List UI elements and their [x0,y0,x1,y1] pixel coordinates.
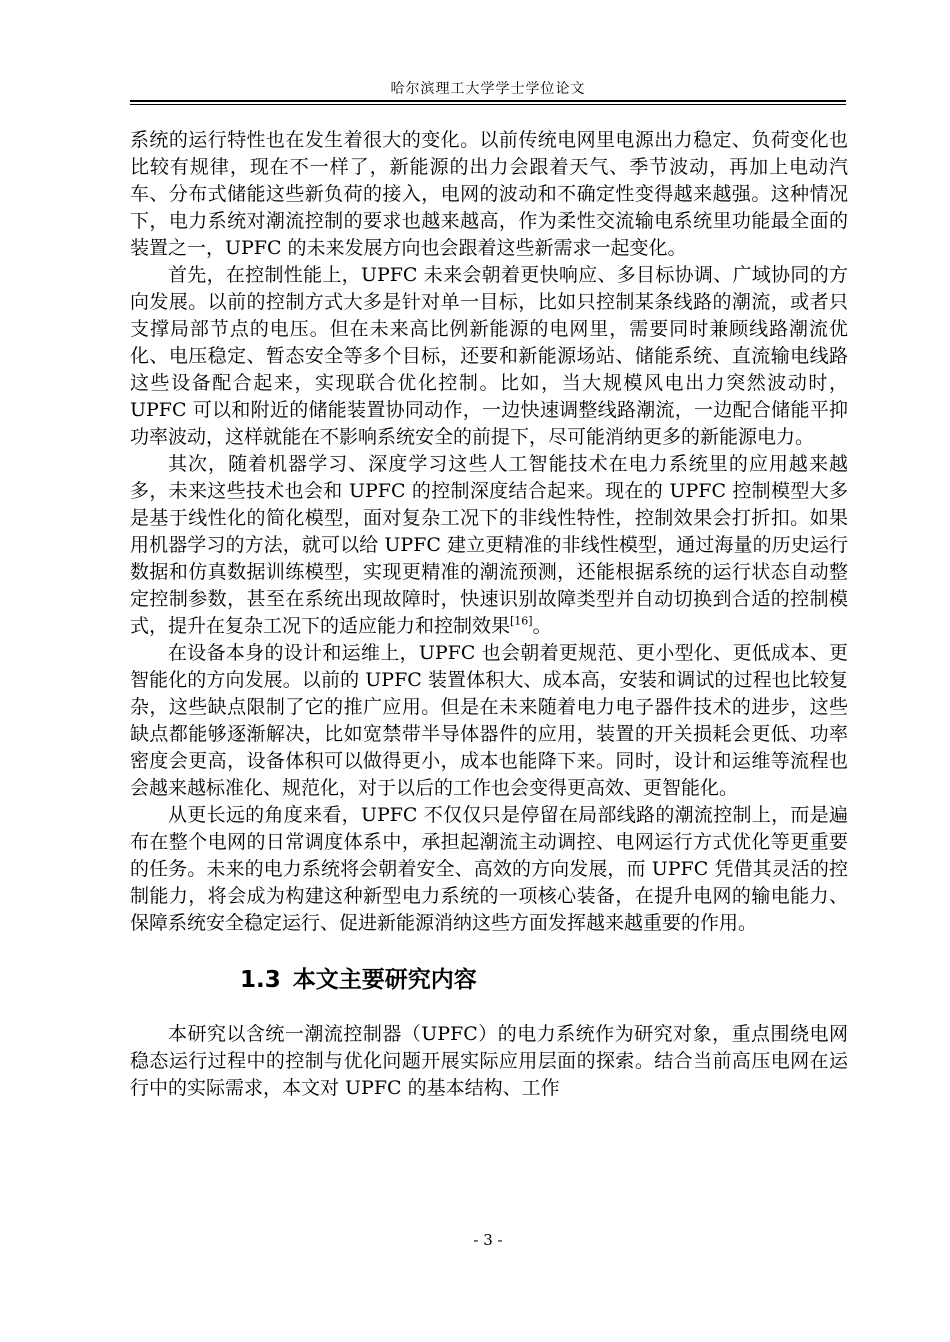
paragraph-control-performance: 首先，在控制性能上，UPFC 未来会朝着更快响应、多目标协调、广域协同的方向发展。以前的控制方式大多是针对单一目标，比如只控制某条线路的潮流，或者只支撑局部节点的电压。但在未来高比例新能源的电网里，需要同时兼顾线路潮流优化、电压稳定、暂态安全等多个目标，还要和新能源场站、储能系统、直流输电线路这些设备配合起来，实现联合优化控制。比如，当大规模风电出力突然波动时，UPFC 可以和附近的储能装置协同动作，一边快速调整线路潮流，一边配合储能平抑功率波动，这样就能在不影响系统安全的前提下，尽可能消纳更多的新能源电力。 [130,264,848,448]
body-text [130,127,848,1102]
paragraph-equipment-design: 在设备本身的设计和运维上，UPFC 也会朝着更规范、更小型化、更低成本、更智能化的方向发展。以前的 UPFC 装置体积大、成本高，安装和调试的过程也比较复杂，这些缺点限制了它的推广应用。但是在未来随着电力电子器件技术的进步，这些缺点都能够逐渐解决，比如宽禁带半导体器件的应用，装置的开关损耗会更低、功率密度会更高，设备体积可以做得更小，成本也能降下来。同时，设计和运维等流程也会越来越标准化、规范化，对于以后的工作也会变得更高效、更智能化。 [130,642,848,799]
page-number: - 3 - [473,1231,503,1249]
paragraph-research-content: 本研究以含统一潮流控制器（UPFC）的电力系统作为研究对象，重点围绕电网稳态运行过程中的控制与优化问题开展实际应用层面的探索。结合当前高压电网在运行中的实际需求，本文对 UPFC 的基本结构、工作 [130,1023,848,1099]
running-header: 哈尔滨理工大学学士学位论文 [390,81,586,97]
paragraph-ai-control [130,451,848,640]
section-title: 本文主要研究内容 [292,967,477,993]
section-heading [240,965,848,995]
paragraph-ai-control-tail: 。 [532,615,552,637]
section-number: 1.3 [240,967,281,993]
header-rule-thin [130,104,846,105]
citation-ref: [16] [510,614,533,628]
header-rule-thick [130,100,846,102]
paragraph-long-term: 从更长远的角度来看，UPFC 不仅仅只是停留在局部线路的潮流控制上，而是遍布在整个电网的日常调度体系中，承担起潮流主动调控、电网运行方式优化等更重要的任务。未来的电力系统将会朝着安全、高效的方向发展，而 UPFC 凭借其灵活的控制能力，将会成为构建这种新型电力系统的一项核心装备，在提升电网的输电能力、保障系统安全稳定运行、促进新能源消纳这些方面发挥越来越重要的作用。 [130,804,848,934]
paragraph-ai-control-text: 其次，随着机器学习、深度学习这些人工智能技术在电力系统里的应用越来越多，未来这些技术也会和 UPFC 的控制深度结合起来。现在的 UPFC 控制模型大多是基于线性化的简化模型，面对复杂工况下的非线性特性，控制效果会打折扣。如果用机器学习的方法，就可以给 UPFC 建立更精准的非线性模型，通过海量的历史运行数据和仿真数据训练模型，实现更精准的潮流预测，还能根据系统的运行状态自动整定控制参数，甚至在系统出现故障时，快速识别故障类型并自动切换到合适的控制模式，提升在复杂工况下的适应能力和控制效果 [130,453,848,637]
paragraph-continued: 系统的运行特性也在发生着很大的变化。以前传统电网里电源出力稳定、负荷变化也比较有规律，现在不一样了，新能源的出力会跟着天气、季节波动，再加上电动汽车、分布式储能这些新负荷的接入，电网的波动和不确定性变得越来越强。这种情况下，电力系统对潮流控制的要求也越来越高，作为柔性交流输电系统里功能最全面的装置之一，UPFC 的未来发展方向也会跟着这些新需求一起变化。 [130,129,848,259]
